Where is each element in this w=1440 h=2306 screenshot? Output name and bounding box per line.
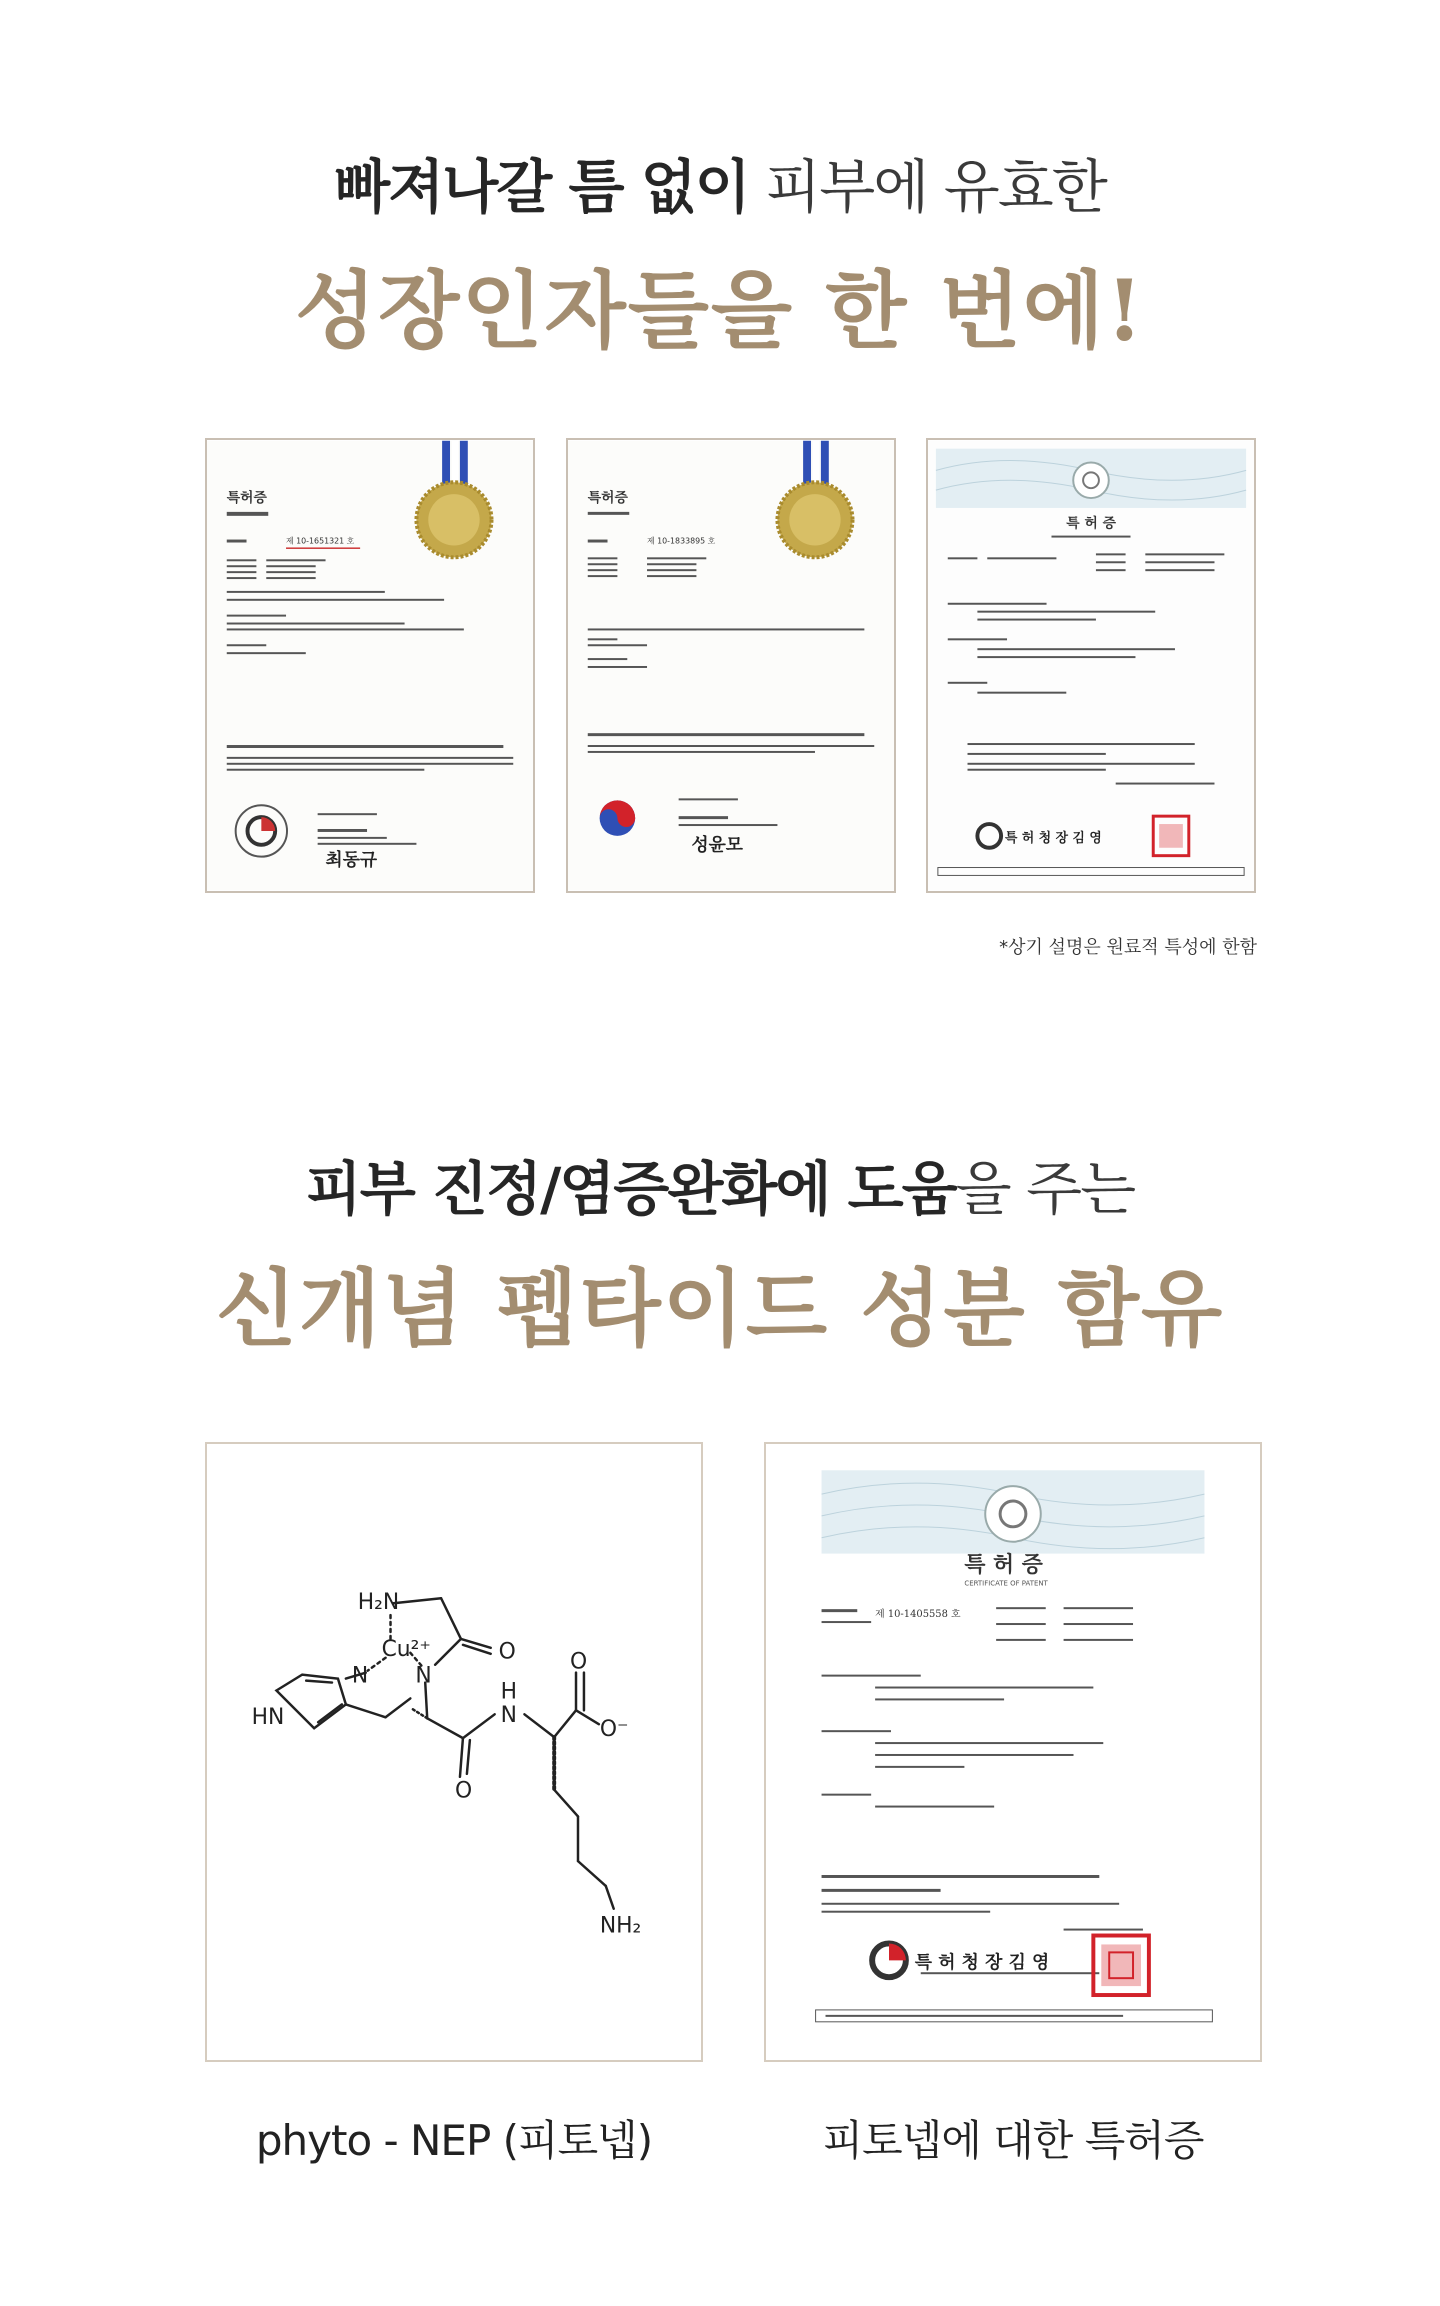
svg-text:특 허 증: 특 허 증 [964,1552,1043,1578]
svg-text:O⁻: O⁻ [599,1717,629,1743]
svg-text:특 허 청 장 김 영: 특 허 청 장 김 영 [1005,830,1102,846]
svg-text:제 10-1651321 호: 제 10-1651321 호 [286,536,355,546]
phyto-nep-patent-certificate [764,1442,1262,2062]
section2-headline-light: 을 주는 [955,1155,1135,1223]
chemical-structure-diagram [207,1444,701,2060]
large-certificate-graphic [766,1444,1260,2060]
svg-text:특허증: 특허증 [226,490,267,507]
patent-certificate-2 [566,438,896,893]
svg-text:Cu²⁺: Cu²⁺ [381,1636,431,1662]
section2-subheadline: 신개념 펩타이드 성분 함유 [215,1259,1225,1358]
svg-text:특 허 청 장 김 영: 특 허 청 장 김 영 [914,1952,1050,1974]
patent-certificate-3 [926,438,1256,893]
svg-text:O: O [454,1778,473,1804]
section1-headline-light: 피부에 유효한 [748,153,1106,221]
section1-subheadline: 성장인자들을 한 번에! [295,261,1145,360]
section2-headline-bold: 피부 진정/염증완화에 도움 [305,1155,956,1223]
svg-text:특허증: 특허증 [587,490,628,507]
svg-text:HN: HN [251,1705,285,1731]
svg-text:N: N [351,1663,369,1689]
certificate-2-graphic [568,440,894,891]
section1-headline [0,140,1440,224]
svg-text:O: O [570,1649,588,1675]
svg-text:제 10-1833895 호: 제 10-1833895 호 [647,536,716,546]
svg-text:N: N [500,1703,517,1729]
svg-text:CERTIFICATE OF PATENT: CERTIFICATE OF PATENT [964,1579,1048,1588]
svg-text:O: O [498,1639,516,1665]
svg-text:H: H [500,1679,518,1705]
svg-text:성윤모: 성윤모 [691,834,743,856]
svg-text:제 10-1405558 호: 제 10-1405558 호 [875,1609,961,1621]
svg-text:H₂N: H₂N [357,1590,400,1616]
patent-certificate-1 [205,438,535,893]
svg-text:NH₂: NH₂ [599,1913,642,1939]
certificate-1-graphic [207,440,533,891]
national-emblem-icon [985,1486,1041,1542]
section1-headline-bold: 빠져나갈 틈 없이 [334,153,749,221]
svg-text:N: N [415,1663,432,1689]
national-emblem-icon [1073,462,1109,498]
certificate-3-graphic [928,440,1254,891]
phyto-nep-label: phyto - NEP (피토넵) [255,2116,653,2165]
svg-text:최동규: 최동규 [325,849,378,871]
patent-label: 피토넵에 대한 특허증 [822,2116,1204,2165]
section2-headline [0,1142,1440,1226]
svg-text:특 허 증: 특 허 증 [1066,515,1117,532]
disclaimer-note: *상기 설명은 원료적 특성에 한함 [999,937,1257,958]
phyto-nep-structure-box [205,1442,703,2062]
